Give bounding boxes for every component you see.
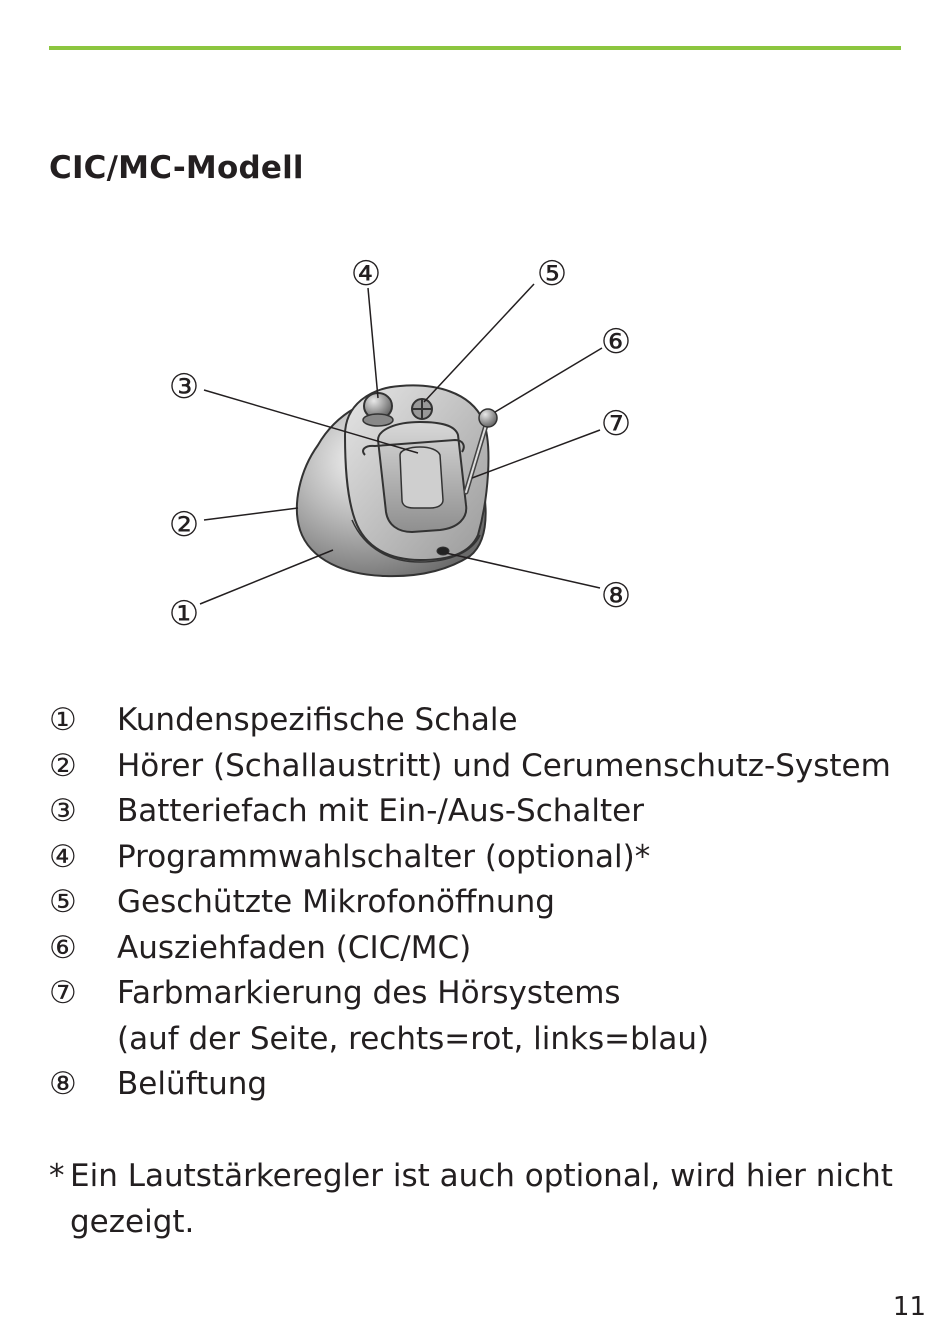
legend-number: ⑤ [49, 884, 77, 920]
legend-line: Geschützte Mikrofonöffnung [117, 884, 555, 920]
legend-line: Kundenspezifische Schale [117, 702, 518, 738]
battery-door-slot [400, 447, 443, 508]
program-button-base [363, 414, 393, 426]
section-title: CIC/MC-Modell [49, 150, 304, 186]
page-number: 11 [892, 1292, 926, 1322]
legend-number: ⑧ [49, 1066, 77, 1102]
callout-5: ⑤ [536, 254, 568, 294]
legend-item [49, 744, 909, 790]
legend-item [49, 698, 909, 744]
legend-text [117, 744, 917, 790]
legend-text [117, 835, 917, 881]
legend-item [49, 835, 909, 881]
legend-text [117, 789, 917, 835]
parts-legend [49, 698, 909, 1108]
legend-item [49, 789, 909, 835]
legend-line: Ausziehfaden (CIC/MC) [117, 929, 472, 966]
footnote-mark: * [49, 1158, 65, 1194]
legend-item [49, 971, 909, 1062]
hearing-aid-illustration [297, 385, 497, 576]
legend-text [117, 880, 917, 926]
legend-item [49, 1062, 909, 1108]
callout-6: ⑥ [600, 322, 632, 362]
legend-number: ④ [49, 838, 77, 875]
legend-line: Belüftung [117, 1066, 268, 1102]
footnote-text: Ein Lautstärkeregler ist auch optional, wird hier nicht gezeigt. [70, 1158, 893, 1240]
legend-line: Hörer (Schallaustritt) und Cerumenschutz-System [117, 747, 891, 784]
callout-3: ③ [168, 367, 200, 407]
legend-number: ⑥ [49, 929, 77, 966]
callout-4: ④ [350, 254, 382, 294]
legend-item [49, 880, 909, 926]
legend-text [117, 971, 917, 1062]
legend-number: ② [49, 747, 77, 784]
legend-number: ① [49, 702, 77, 738]
legend-number: ⑦ [49, 975, 77, 1011]
callout-7: ⑦ [600, 404, 632, 444]
callout-1: ① [168, 594, 200, 634]
legend-text [117, 1062, 917, 1108]
callout-2: ② [168, 505, 200, 545]
removal-cord-knob [479, 409, 497, 427]
legend-text [117, 698, 917, 744]
legend-line: Programmwahlschalter (optional)* [117, 838, 651, 875]
callout-8: ⑧ [600, 576, 632, 616]
legend-text [117, 926, 917, 972]
legend-line: Farbmarkierung des Hörsystems [117, 975, 621, 1011]
legend-line: (auf der Seite, rechts=rot, links=blau) [117, 1020, 710, 1057]
legend-number: ③ [49, 793, 77, 829]
legend-item [49, 926, 909, 972]
legend-line: Batteriefach mit Ein-/Aus-Schalter [117, 793, 644, 829]
